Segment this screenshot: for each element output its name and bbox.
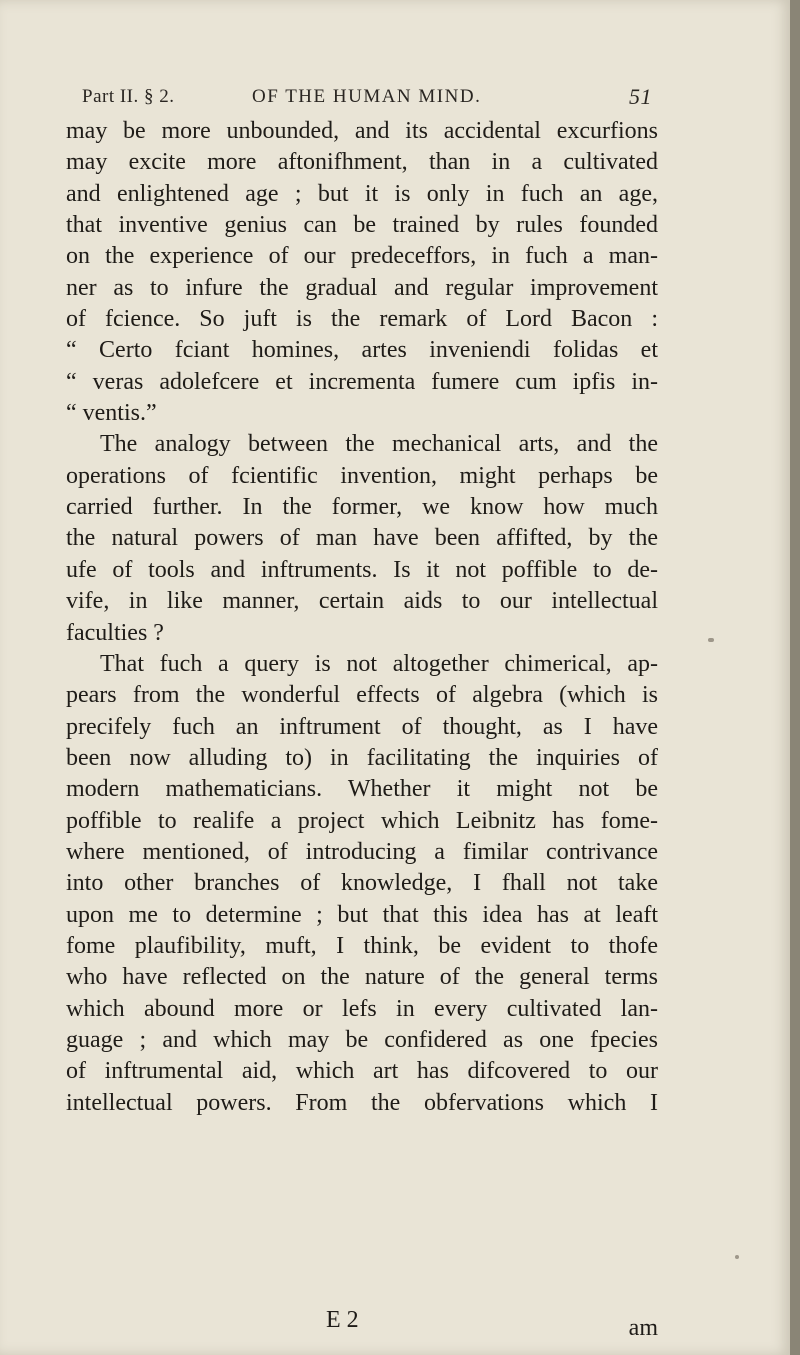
page-number: 51 xyxy=(629,84,652,109)
text-line: that inventive genius can be trained by rules founded xyxy=(66,212,658,239)
text-line: of fcience. So juft is the remark of Lord Bacon : xyxy=(66,306,658,333)
text-line: poffible to realife a project which Leibnitz has fome- xyxy=(66,807,658,834)
text-line: vife, in like manner, certain aids to our intellectual xyxy=(66,588,658,615)
quote-line: “ veras adolefcere et incrementa fumere cum ipfis in- xyxy=(66,368,658,395)
text-line: which abound more or lefs in every cultivated lan- xyxy=(66,995,658,1022)
text-line: pears from the wonderful effects of algebra (which is xyxy=(66,682,658,709)
text-line: modern mathematicians. Whether it might not be xyxy=(66,776,658,803)
text-line: of inftrumental aid, which art has difcovered to our xyxy=(66,1058,658,1085)
text-line: upon me to determine ; but that this idea has at leaft xyxy=(66,901,658,928)
text-line: fome plaufibility, muft, I think, be evident to thofe xyxy=(66,932,658,959)
body-text xyxy=(66,116,658,1119)
quote-line: “ ventis.” xyxy=(66,400,157,427)
header-part-section: Part II. § 2. xyxy=(82,86,175,107)
quote-line: “ Certo fciant homines, artes inveniendi folidas et xyxy=(66,337,658,364)
text-line: on the experience of our predeceffors, in fuch a man- xyxy=(66,243,658,270)
paper-blemish xyxy=(735,1255,739,1259)
page-footer xyxy=(66,1307,658,1345)
catchword: am xyxy=(628,1315,658,1341)
text-line: who have reflected on the nature of the general terms xyxy=(66,964,658,991)
text-line: into other branches of knowledge, I fhall not take xyxy=(66,870,658,897)
text-line: where mentioned, of introducing a fimilar contrivance xyxy=(66,838,658,865)
running-header xyxy=(82,86,652,116)
text-line: guage ; and which may be confidered as one fpecies xyxy=(66,1026,658,1053)
paragraph-start-line: The analogy between the mechanical arts, and the xyxy=(100,431,658,458)
page-edge xyxy=(790,0,800,1355)
text-line: ufe of tools and inftruments. Is it not poffible to de- xyxy=(66,556,658,583)
text-line: intellectual powers. From the obfervations which I xyxy=(66,1089,658,1116)
text-line: carried further. In the former, we know how much xyxy=(66,494,658,521)
text-line: precifely fuch an inftrument of thought, as I have xyxy=(66,713,658,740)
paragraph-start-line: That fuch a query is not altogether chimerical, ap- xyxy=(100,650,658,677)
text-line: operations of fcientific invention, might perhaps be xyxy=(66,462,658,489)
text-line: the natural powers of man have been affifted, by the xyxy=(66,525,658,552)
text-line: may excite more aftonifhment, than in a cultivated xyxy=(66,149,658,176)
signature-mark: E 2 xyxy=(326,1307,359,1333)
text-line: and enlightened age ; but it is only in fuch an age, xyxy=(66,180,658,207)
text-line: been now alluding to) in facilitating the inquiries of xyxy=(66,744,658,771)
text-line: ner as to infure the gradual and regular improvement xyxy=(66,274,658,301)
paper-blemish xyxy=(708,638,714,642)
text-line: may be more unbounded, and its accidental excurfions xyxy=(66,118,658,144)
header-title: OF THE HUMAN MIND. xyxy=(252,86,482,107)
text-line: faculties ? xyxy=(66,619,164,646)
